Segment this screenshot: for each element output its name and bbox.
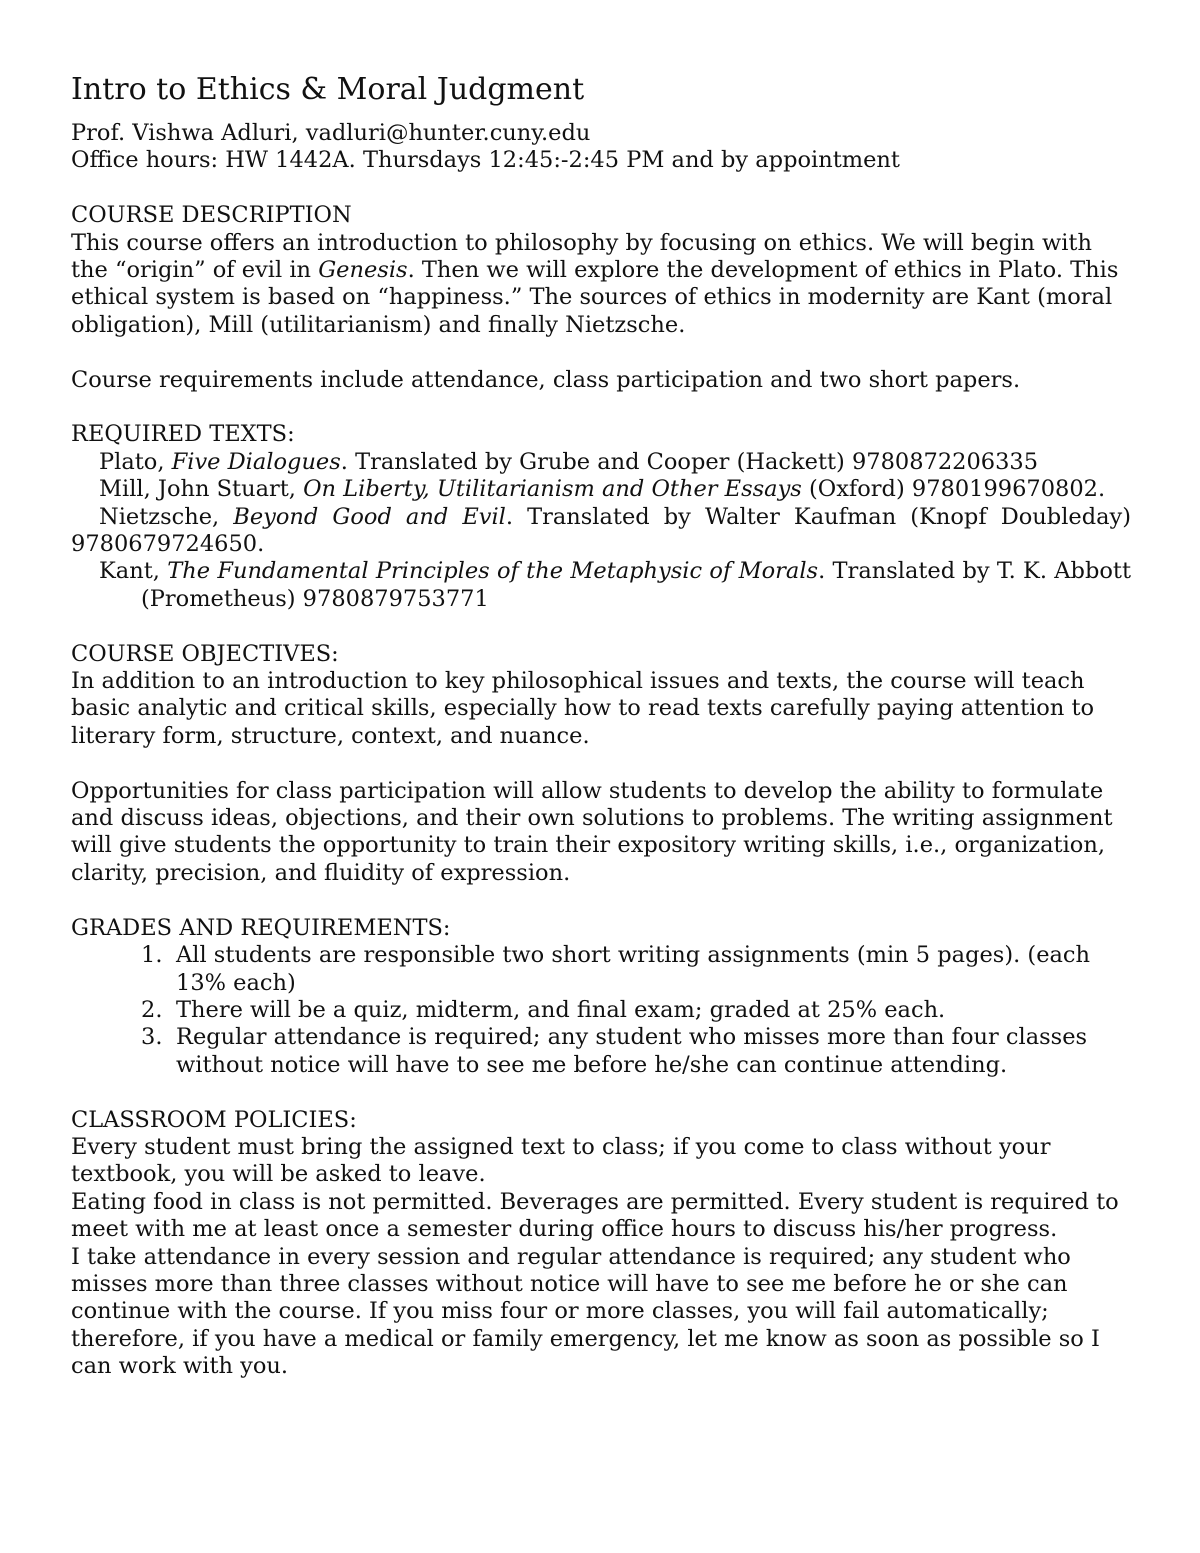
office-hours: Office hours: HW 1442A. Thursdays 12:45:-2:45 PM and by appointment (71, 147, 900, 174)
course-objectives-heading: COURSE OBJECTIVES: (71, 640, 339, 667)
syllabus-page (71, 72, 1131, 1381)
genesis-title: Genesis (318, 257, 408, 284)
required-text-item: Kant, The Fundamental Principles of the Metaphysic of Morals. Translated by T. K. Abbott (Prometheus) 9780879753771 (99, 558, 1131, 612)
participation-paragraph: Opportunities for class participation will allow students to develop the ability to formulate and discuss ideas, objections, and their own solutions to problems. The writing assignment will give students the opportunity to train their expository writing skills, i.e., organization, clarity, precision, and fluidity of expression. (71, 777, 1113, 886)
policy-paragraph: Eating food in class is not permitted. Beverages are permitted. Every student is required to meet with me at least once a semester during office hours to discuss his/her progress. (71, 1188, 1119, 1243)
course-requirements-summary: Course requirements include attendance, class participation and two short papers. (71, 366, 1021, 393)
list-item: 1. All students are responsible two short writing assignments (min 5 pages). (each 13% each) (141, 942, 1091, 996)
course-description-paragraph: This course offers an introduction to philosophy by focusing on ethics. We will begin with the “origin” of evil in Genesis. Then we will explore the development of ethics in Plato. This ethical system is based on “happiness.” The sources of ethics in modernity are Kant (moral obligation), Mill (utilitarianism) and finally Nietzsche. (71, 229, 1119, 338)
classroom-policies-heading: CLASSROOM POLICIES: (71, 1106, 357, 1133)
course-description-heading: COURSE DESCRIPTION (71, 202, 352, 229)
professor-contact: Prof. Vishwa Adluri, vadluri@hunter.cuny.edu (71, 120, 591, 146)
grades-heading: GRADES AND REQUIREMENTS: (71, 914, 451, 941)
list-item: 3. Regular attendance is required; any student who misses more than four classes without notice will have to see me before he/she can continue attending. (141, 1024, 1088, 1078)
list-item: 2. There will be a quiz, midterm, and final exam; graded at 25% each. (141, 996, 946, 1023)
objectives-paragraph: In addition to an introduction to key philosophical issues and texts, the course will teach basic analytic and critical skills, especially how to read texts carefully paying attention to literary form, structure, context, and nuance. (71, 668, 1095, 749)
required-text-item: Nietzsche, Beyond Good and Evil. Translated by Walter Kaufman (Knopf Doubleday) 9780679724650. (71, 503, 1132, 558)
required-text-item: Mill, John Stuart, On Liberty, Utilitarianism and Other Essays (Oxford) 9780199670802. (99, 476, 1106, 503)
required-texts-heading: REQUIRED TEXTS: (71, 421, 295, 448)
policy-paragraph: I take attendance in every session and regular attendance is required; any student who misses more than three classes without notice will have to see me before he or she can continue with the course. If you miss four or more classes, you will fail automatically; therefore, if you have a medical or family emergency, let me know as soon as possible so I can work with you. (71, 1243, 1100, 1380)
grades-list (71, 942, 1131, 1079)
page-title: Intro to Ethics & Moral Judgment (71, 72, 585, 107)
required-text-item: Plato, Five Dialogues. Translated by Grube and Cooper (Hackett) 9780872206335 (99, 448, 1039, 475)
policy-paragraph: Every student must bring the assigned text to class; if you come to class without your textbook, you will be asked to leave. (71, 1133, 1051, 1188)
